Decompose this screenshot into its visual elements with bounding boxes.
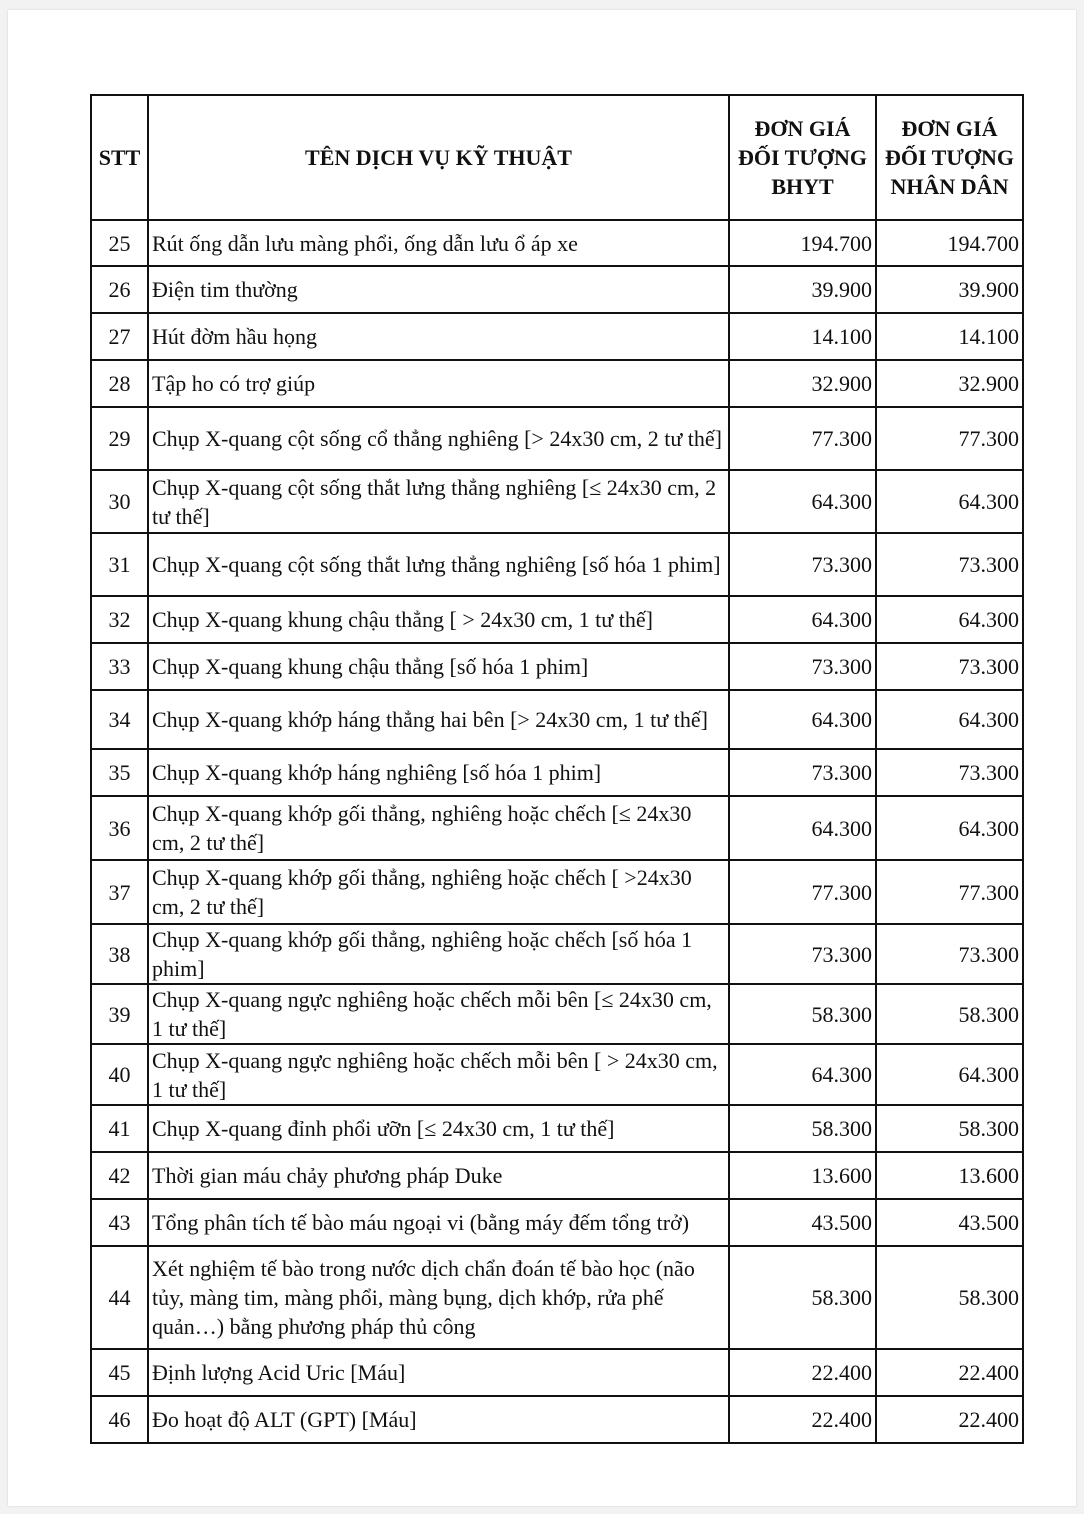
row-service-name: Chụp X-quang cột sống thắt lưng thẳng nghiêng [≤ 24x30 cm, 2 tư thế] — [148, 470, 729, 533]
row-price-nhan-dan: 194.700 — [876, 220, 1023, 266]
row-price-nhan-dan: 14.100 — [876, 313, 1023, 360]
row-price-bhyt: 43.500 — [729, 1199, 876, 1246]
row-stt: 31 — [91, 533, 148, 596]
row-price-bhyt: 22.400 — [729, 1396, 876, 1443]
row-service-name: Chụp X-quang khớp háng nghiêng [số hóa 1 phim] — [148, 749, 729, 796]
table-header-row — [91, 95, 1023, 220]
row-service-name: Chụp X-quang khớp gối thẳng, nghiêng hoặc chếch [≤ 24x30 cm, 2 tư thế] — [148, 796, 729, 860]
row-price-nhan-dan: 77.300 — [876, 860, 1023, 924]
price-table — [90, 94, 1024, 1444]
table-row — [91, 749, 1023, 796]
row-stt: 38 — [91, 924, 148, 984]
table-row — [91, 533, 1023, 596]
row-price-nhan-dan: 64.300 — [876, 470, 1023, 533]
header-stt: STT — [91, 95, 148, 220]
row-price-nhan-dan: 73.300 — [876, 643, 1023, 690]
row-price-bhyt: 73.300 — [729, 749, 876, 796]
row-service-name: Hút đờm hầu họng — [148, 313, 729, 360]
row-price-bhyt: 13.600 — [729, 1152, 876, 1199]
row-stt: 32 — [91, 596, 148, 643]
row-stt: 46 — [91, 1396, 148, 1443]
row-price-bhyt: 32.900 — [729, 360, 876, 407]
row-price-nhan-dan: 32.900 — [876, 360, 1023, 407]
row-stt: 43 — [91, 1199, 148, 1246]
table-row — [91, 1246, 1023, 1349]
row-price-bhyt: 73.300 — [729, 533, 876, 596]
row-price-bhyt: 64.300 — [729, 1044, 876, 1105]
row-price-nhan-dan: 13.600 — [876, 1152, 1023, 1199]
row-stt: 28 — [91, 360, 148, 407]
table-body — [91, 220, 1023, 1443]
row-service-name: Định lượng Acid Uric [Máu] — [148, 1349, 729, 1396]
row-price-bhyt: 58.300 — [729, 1246, 876, 1349]
row-stt: 34 — [91, 690, 148, 749]
table-row — [91, 924, 1023, 984]
row-price-bhyt: 77.300 — [729, 407, 876, 470]
table-row — [91, 266, 1023, 313]
row-price-nhan-dan: 58.300 — [876, 1105, 1023, 1152]
row-stt: 42 — [91, 1152, 148, 1199]
table-row — [91, 1199, 1023, 1246]
row-stt: 35 — [91, 749, 148, 796]
row-price-bhyt: 39.900 — [729, 266, 876, 313]
row-stt: 25 — [91, 220, 148, 266]
row-price-bhyt: 14.100 — [729, 313, 876, 360]
row-price-bhyt: 64.300 — [729, 470, 876, 533]
row-price-nhan-dan: 73.300 — [876, 533, 1023, 596]
header-service-name: TÊN DỊCH VỤ KỸ THUẬT — [148, 95, 729, 220]
table-row — [91, 984, 1023, 1044]
table-row — [91, 470, 1023, 533]
row-stt: 26 — [91, 266, 148, 313]
row-stt: 33 — [91, 643, 148, 690]
table-row — [91, 1396, 1023, 1443]
row-price-bhyt: 77.300 — [729, 860, 876, 924]
row-stt: 44 — [91, 1246, 148, 1349]
row-price-bhyt: 58.300 — [729, 984, 876, 1044]
row-price-nhan-dan: 73.300 — [876, 749, 1023, 796]
row-price-bhyt: 194.700 — [729, 220, 876, 266]
row-service-name: Tổng phân tích tế bào máu ngoại vi (bằng máy đếm tổng trở) — [148, 1199, 729, 1246]
table-row — [91, 407, 1023, 470]
row-service-name: Xét nghiệm tế bào trong nước dịch chẩn đoán tế bào học (não tủy, màng tim, màng phổi, màng bụng, dịch khớp, rửa phế quản…) bằng phương pháp thủ công — [148, 1246, 729, 1349]
row-service-name: Chụp X-quang cột sống cổ thẳng nghiêng [> 24x30 cm, 2 tư thế] — [148, 407, 729, 470]
row-stt: 37 — [91, 860, 148, 924]
table-row — [91, 1044, 1023, 1105]
row-price-nhan-dan: 64.300 — [876, 796, 1023, 860]
table-row — [91, 690, 1023, 749]
row-stt: 40 — [91, 1044, 148, 1105]
row-price-nhan-dan: 64.300 — [876, 690, 1023, 749]
table-row — [91, 1152, 1023, 1199]
row-service-name: Chụp X-quang ngực nghiêng hoặc chếch mỗi bên [≤ 24x30 cm, 1 tư thế] — [148, 984, 729, 1044]
row-service-name: Tập ho có trợ giúp — [148, 360, 729, 407]
row-service-name: Chụp X-quang khớp gối thẳng, nghiêng hoặc chếch [ >24x30 cm, 2 tư thế] — [148, 860, 729, 924]
row-price-nhan-dan: 43.500 — [876, 1199, 1023, 1246]
row-service-name: Thời gian máu chảy phương pháp Duke — [148, 1152, 729, 1199]
row-price-bhyt: 22.400 — [729, 1349, 876, 1396]
row-service-name: Chụp X-quang đỉnh phổi ưỡn [≤ 24x30 cm, 1 tư thế] — [148, 1105, 729, 1152]
row-service-name: Đo hoạt độ ALT (GPT) [Máu] — [148, 1396, 729, 1443]
row-price-bhyt: 58.300 — [729, 1105, 876, 1152]
table-row — [91, 1105, 1023, 1152]
row-stt: 27 — [91, 313, 148, 360]
table-row — [91, 313, 1023, 360]
row-service-name: Chụp X-quang ngực nghiêng hoặc chếch mỗi bên [ > 24x30 cm, 1 tư thế] — [148, 1044, 729, 1105]
table-row — [91, 596, 1023, 643]
row-price-nhan-dan: 64.300 — [876, 596, 1023, 643]
row-price-nhan-dan: 64.300 — [876, 1044, 1023, 1105]
row-price-bhyt: 73.300 — [729, 924, 876, 984]
table-row — [91, 643, 1023, 690]
row-price-nhan-dan: 73.300 — [876, 924, 1023, 984]
row-price-nhan-dan: 58.300 — [876, 984, 1023, 1044]
header-price-nhan-dan: ĐƠN GIÁ ĐỐI TƯỢNG NHÂN DÂN — [876, 95, 1023, 220]
table-row — [91, 220, 1023, 266]
row-service-name: Điện tim thường — [148, 266, 729, 313]
row-stt: 30 — [91, 470, 148, 533]
header-price-bhyt: ĐƠN GIÁ ĐỐI TƯỢNG BHYT — [729, 95, 876, 220]
row-service-name: Chụp X-quang khớp gối thẳng, nghiêng hoặc chếch [số hóa 1 phim] — [148, 924, 729, 984]
row-service-name: Chụp X-quang khớp háng thẳng hai bên [> 24x30 cm, 1 tư thế] — [148, 690, 729, 749]
table-row — [91, 360, 1023, 407]
row-service-name: Chụp X-quang khung chậu thẳng [ > 24x30 cm, 1 tư thế] — [148, 596, 729, 643]
row-price-nhan-dan: 58.300 — [876, 1246, 1023, 1349]
row-stt: 39 — [91, 984, 148, 1044]
row-stt: 29 — [91, 407, 148, 470]
row-service-name: Chụp X-quang khung chậu thẳng [số hóa 1 phim] — [148, 643, 729, 690]
row-stt: 41 — [91, 1105, 148, 1152]
row-price-bhyt: 73.300 — [729, 643, 876, 690]
row-price-nhan-dan: 22.400 — [876, 1349, 1023, 1396]
table-row — [91, 1349, 1023, 1396]
row-service-name: Rút ống dẫn lưu màng phổi, ống dẫn lưu ổ áp xe — [148, 220, 729, 266]
table-row — [91, 796, 1023, 860]
row-price-bhyt: 64.300 — [729, 596, 876, 643]
row-stt: 36 — [91, 796, 148, 860]
row-price-bhyt: 64.300 — [729, 796, 876, 860]
row-service-name: Chụp X-quang cột sống thắt lưng thẳng nghiêng [số hóa 1 phim] — [148, 533, 729, 596]
row-stt: 45 — [91, 1349, 148, 1396]
row-price-bhyt: 64.300 — [729, 690, 876, 749]
table-row — [91, 860, 1023, 924]
row-price-nhan-dan: 77.300 — [876, 407, 1023, 470]
row-price-nhan-dan: 22.400 — [876, 1396, 1023, 1443]
row-price-nhan-dan: 39.900 — [876, 266, 1023, 313]
